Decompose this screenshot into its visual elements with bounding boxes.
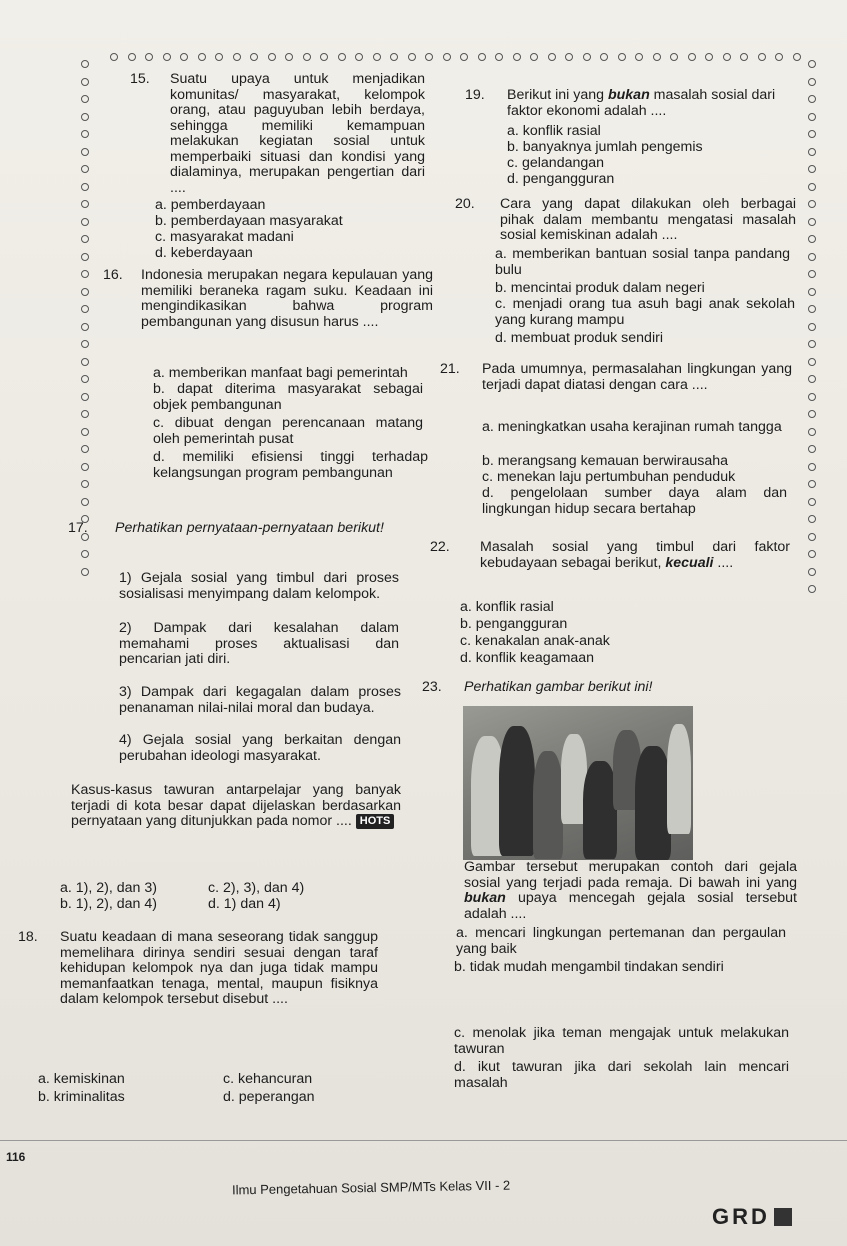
option-a: a. konflik rasial bbox=[460, 599, 554, 615]
statement-1: 1) Gejala sosial yang timbul dari proses sosialisasi menyimpang dalam kelompok. bbox=[119, 570, 399, 602]
question-text-post: upaya mencegah gejala sosial tersebut adalah .... bbox=[464, 890, 797, 922]
page-number: 116 bbox=[6, 1150, 26, 1164]
brand-logo bbox=[712, 1204, 792, 1230]
question-text-pre: Gambar tersebut merupakan contoh dari gejala sosial yang terjadi pada remaja. Di bawah ini yang bbox=[464, 859, 797, 891]
question-23-body bbox=[454, 859, 804, 1091]
option-a: a. mencari lingkungan pertemanan dan pergaulan yang baik bbox=[456, 925, 786, 957]
brawl-photo bbox=[463, 706, 693, 860]
option-c: c. 2), 3), dan 4) bbox=[208, 880, 305, 896]
option-c: c. gelandangan bbox=[507, 155, 605, 171]
question-intro: Perhatikan pernyataan-pernyataan berikut! bbox=[115, 520, 384, 536]
option-a: a. memberikan bantuan sosial tanpa pandang bulu bbox=[495, 246, 790, 278]
question-text: Suatu upaya untuk menjadikan komunitas/ masyarakat, kelompok orang, atau paguyuban lebih berdaya, sehingga memiliki kemampuan melakukan kegiatan sosial untuk memperbaiki situasi dan kondisi yang dialaminya, merupakan pengertian dari .... bbox=[170, 71, 425, 196]
option-d: d. memiliki efisiensi tinggi terhadap kelangsungan program pembangunan bbox=[153, 449, 428, 481]
question-text-emph: kecuali bbox=[665, 554, 714, 571]
question-number: 20. bbox=[455, 196, 475, 212]
book-title: Ilmu Pengetahuan Sosial SMP/MTs Kelas VII - 2 bbox=[231, 1177, 511, 1198]
option-b: b. banyaknya jumlah pengemis bbox=[507, 139, 703, 155]
question-number: 21. bbox=[440, 361, 460, 377]
option-d: d. 1) dan 4) bbox=[208, 896, 281, 912]
question-text: Cara yang dapat dilakukan oleh berbagai pihak dalam membantu mengatasi masalah sosial kemiskinan adalah .... bbox=[500, 196, 796, 243]
question-number: 23. bbox=[422, 679, 442, 695]
question-text bbox=[480, 540, 790, 571]
question-text bbox=[507, 88, 797, 119]
question-20 bbox=[455, 196, 800, 346]
option-b: b. tidak mudah mengambil tindakan sendiri bbox=[454, 959, 724, 975]
question-text: Indonesia merupakan negara kepulauan yang memiliki beraneka ragam suku. Keadaan ini mengindikasikan bahwa program pembangunan yang disusun harus .... bbox=[141, 267, 433, 330]
question-19 bbox=[465, 87, 805, 187]
question-number: 15. bbox=[130, 71, 150, 87]
option-d: d. keberdayaan bbox=[155, 245, 253, 261]
question-text-pre: Masalah sosial yang timbul dari faktor kebudayaan sebagai berikut, bbox=[480, 539, 790, 571]
question-number: 19. bbox=[465, 87, 485, 103]
option-b: b. pengangguran bbox=[460, 616, 568, 632]
question-21 bbox=[440, 361, 800, 517]
statement-3: 3) Dampak dari kegagalan dalam proses penanaman nilai-nilai moral dan budaya. bbox=[119, 684, 401, 716]
question-text-post: masalah sosial dari faktor ekonomi adalah .... bbox=[507, 87, 776, 119]
option-d: d. peperangan bbox=[223, 1089, 315, 1105]
question-text-emph: bukan bbox=[607, 87, 650, 103]
footer-divider bbox=[0, 1140, 847, 1141]
question-text bbox=[464, 860, 797, 922]
statement-4: 4) Gejala sosial yang berkaitan dengan perubahan ideologi masyarakat. bbox=[119, 732, 401, 764]
option-d: d. pengelolaan sumber daya alam dan lingkungan hidup secara bertahap bbox=[482, 485, 787, 517]
option-c: c. menolak jika teman mengajak untuk melakukan tawuran bbox=[454, 1025, 789, 1057]
option-d: d. membuat produk sendiri bbox=[495, 330, 663, 346]
option-b: b. kriminalitas bbox=[38, 1089, 125, 1105]
question-number: 18. bbox=[18, 929, 38, 945]
option-a: a. memberikan manfaat bagi pemerintah bbox=[153, 365, 408, 381]
question-text-emph: bukan bbox=[464, 890, 506, 906]
question-22 bbox=[430, 539, 795, 666]
question-text-body: Suatu keadaan di mana seseorang tidak sanggup memelihara dirinya sendiri sesuai dengan taraf kehidupan kelompok nya dan juga tidak mampu memanfaatkan tenaga, mental, maupun fisiknya dalam kelompok tersebut disebut .... bbox=[60, 929, 378, 1007]
question-text-pre: Berikut ini yang bbox=[507, 87, 608, 103]
question-number: 22. bbox=[430, 539, 450, 555]
statement-2: 2) Dampak dari kesalahan dalam memahami proses aktualisasi dan pencarian jati diri. bbox=[119, 620, 399, 667]
brand-text: GRD bbox=[712, 1204, 770, 1229]
question-number: 17. bbox=[68, 520, 88, 536]
option-a: a. meningkatkan usaha kerajinan rumah tangga bbox=[482, 419, 782, 435]
option-c: c. kehancuran bbox=[223, 1071, 313, 1087]
option-c: c. menjadi orang tua asuh bagi anak sekolah yang kurang mampu bbox=[495, 296, 795, 328]
option-d: d. pengangguran bbox=[507, 171, 615, 187]
question-text-body: Kasus-kasus tawuran antarpelajar yang banyak terjadi di kota besar dapat dijelaskan berdasarkan pernyataan yang ditunjukkan pada nomor .... bbox=[71, 782, 401, 829]
option-b: b. 1), 2), dan 4) bbox=[60, 896, 157, 912]
option-b: b. dapat diterima masyarakat sebagai objek pembangunan bbox=[153, 381, 423, 413]
question-text: Pada umumnya, permasalahan lingkungan yang terjadi dapat diatasi dengan cara .... bbox=[482, 361, 792, 393]
option-b: b. pemberdayaan masyarakat bbox=[155, 213, 343, 229]
option-c: c. masyarakat madani bbox=[155, 229, 294, 245]
option-b: b. merangsang kemauan berwirausaha bbox=[482, 453, 729, 469]
brand-mark-icon bbox=[774, 1208, 792, 1226]
option-a: a. 1), 2), dan 3) bbox=[60, 880, 157, 896]
question-intro: Perhatikan gambar berikut ini! bbox=[464, 679, 653, 695]
option-c: c. dibuat dengan perencanaan matang oleh pemerintah pusat bbox=[153, 415, 423, 447]
option-c: c. menekan laju pertumbuhan penduduk bbox=[482, 469, 736, 485]
hots-badge: HOTS bbox=[356, 814, 395, 829]
question-text-post: .... bbox=[713, 554, 734, 571]
option-a: a. pemberdayaan bbox=[155, 197, 266, 213]
option-d: d. konflik keagamaan bbox=[460, 650, 595, 666]
option-a: a. konflik rasial bbox=[507, 123, 601, 139]
question-23 bbox=[422, 680, 802, 696]
option-a: a. kemiskinan bbox=[38, 1071, 125, 1087]
option-d: d. ikut tawuran jika dari sekolah lain mencari masalah bbox=[454, 1059, 789, 1091]
option-c: c. kenakalan anak-anak bbox=[460, 633, 610, 649]
option-b: b. mencintai produk dalam negeri bbox=[495, 280, 705, 296]
question-number: 16. bbox=[103, 267, 123, 283]
